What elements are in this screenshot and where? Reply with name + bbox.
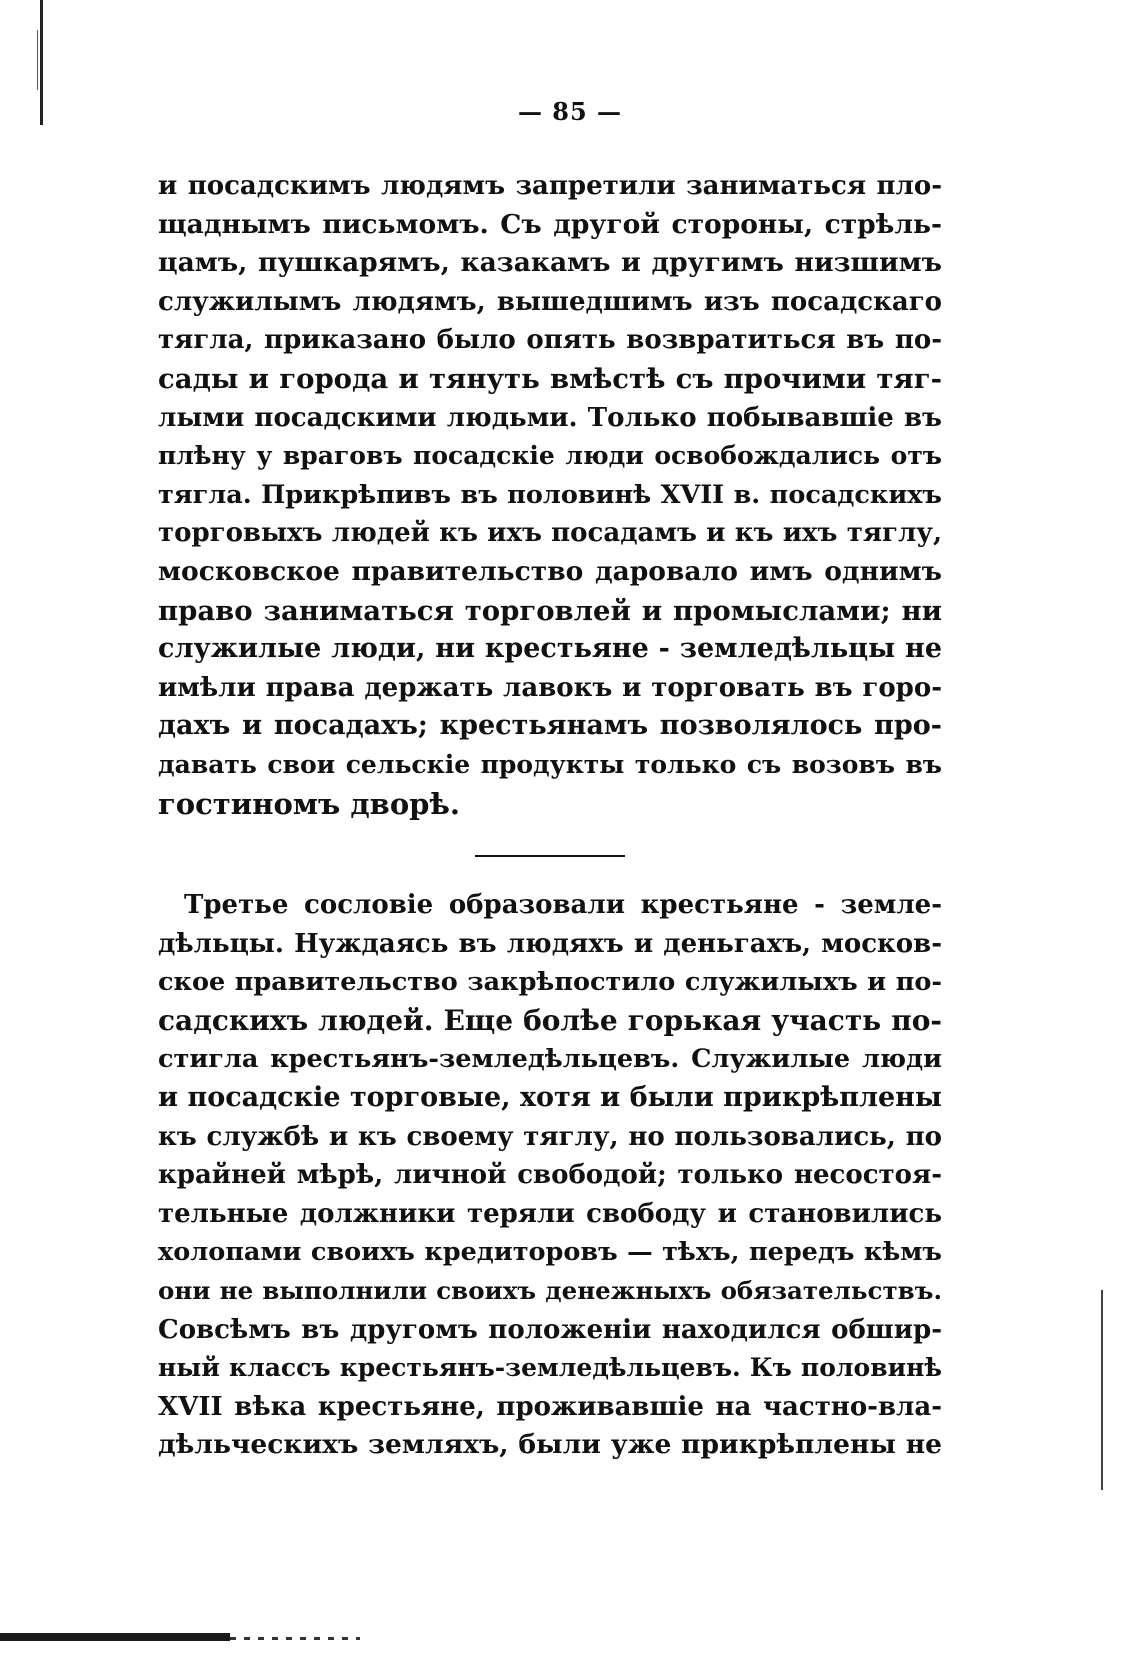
text-line: холопами своихъ кредиторовъ — тѣхъ, передъ кѣмъ bbox=[158, 1237, 942, 1268]
text-line: тягла, приказано было опять возвратиться въ по- bbox=[158, 325, 942, 356]
text-line: ный классъ крестьянъ-земледѣльцевъ. Къ половинѣ bbox=[158, 1353, 942, 1383]
text-line: гостиномъ дворѣ. bbox=[158, 786, 460, 821]
text-line: имѣли права держать лавокъ и торговать въ горо- bbox=[158, 672, 942, 703]
text-line: XVII вѣка крестьяне, проживавшіе на частно-вла- bbox=[158, 1391, 942, 1422]
text-line: дѣльцы. Нуждаясь въ людяхъ и деньгахъ, москов- bbox=[158, 928, 942, 959]
text-line: и посадскимъ людямъ запретили заниматься пло- bbox=[158, 171, 942, 201]
text-line: Третье сословіе образовали крестьяне - земле- bbox=[184, 890, 942, 920]
scan-edge-left-thin bbox=[37, 30, 38, 90]
text-line: дахъ и посадахъ; крестьянамъ позволялось про- bbox=[158, 710, 942, 742]
section-divider bbox=[475, 855, 625, 857]
text-line: садскихъ людей. Еще болѣе горькая участь по- bbox=[158, 1003, 942, 1037]
text-line: тельные должники теряли свободу и становились bbox=[158, 1198, 942, 1229]
paragraph-1 bbox=[158, 167, 942, 823]
text-line: они не выполнили своихъ денежныхъ обязательствъ. bbox=[158, 1275, 942, 1305]
text-line: щаднымъ письмомъ. Съ другой стороны, стрѣль- bbox=[158, 208, 942, 240]
text-line: давать свои сельскіе продукты только съ возовъ въ bbox=[158, 749, 942, 779]
text-line: и посадскіе торговые, хотя и были прикрѣплены bbox=[158, 1081, 942, 1113]
text-line: торговыхъ людей къ ихъ посадамъ и къ ихъ тяглу, bbox=[158, 518, 942, 549]
scan-artifact-bar bbox=[0, 1633, 230, 1641]
scan-artifact-dots bbox=[230, 1637, 360, 1640]
text-line: тягла. Прикрѣпивъ въ половинѣ XVII в. посадскихъ bbox=[158, 479, 942, 510]
text-line: къ службѣ и къ своему тяглу, но пользовались, по bbox=[158, 1121, 942, 1152]
text-line: служилымъ людямъ, вышедшимъ изъ посадскаго bbox=[158, 286, 942, 317]
text-line: цамъ, пушкарямъ, казакамъ и другимъ низшимъ bbox=[158, 247, 942, 279]
text-line: лыми посадскими людьми. Только побывавшіе въ bbox=[158, 402, 942, 433]
text-line: дѣльческихъ земляхъ, были уже прикрѣплены не bbox=[158, 1429, 942, 1461]
text-line: право заниматься торговлей и промыслами; ни bbox=[158, 594, 942, 627]
text-line: стигла крестьянъ-земледѣльцевъ. Служилые люди bbox=[158, 1044, 942, 1075]
text-line: сады и города и тянуть вмѣстѣ съ прочими тяг- bbox=[158, 362, 942, 395]
scan-edge-right bbox=[1101, 1290, 1103, 1490]
text-line: ское правительство закрѣпостило служилыхъ и по- bbox=[158, 967, 942, 998]
text-line: Совсѣмъ въ другомъ положеніи находился обшир- bbox=[158, 1314, 942, 1345]
page-number: — 85 — bbox=[517, 97, 623, 126]
text-line: московское правительство даровало имъ однимъ bbox=[158, 555, 942, 587]
text-line: служилые люди, ни крестьяне - земледѣльцы не bbox=[158, 633, 942, 665]
text-line: плѣну у враговъ посадскіе люди освобождались отъ bbox=[158, 441, 942, 471]
paragraph-2 bbox=[158, 886, 942, 1465]
text-line: крайней мѣрѣ, личной свободой; только несостоя- bbox=[158, 1160, 942, 1191]
